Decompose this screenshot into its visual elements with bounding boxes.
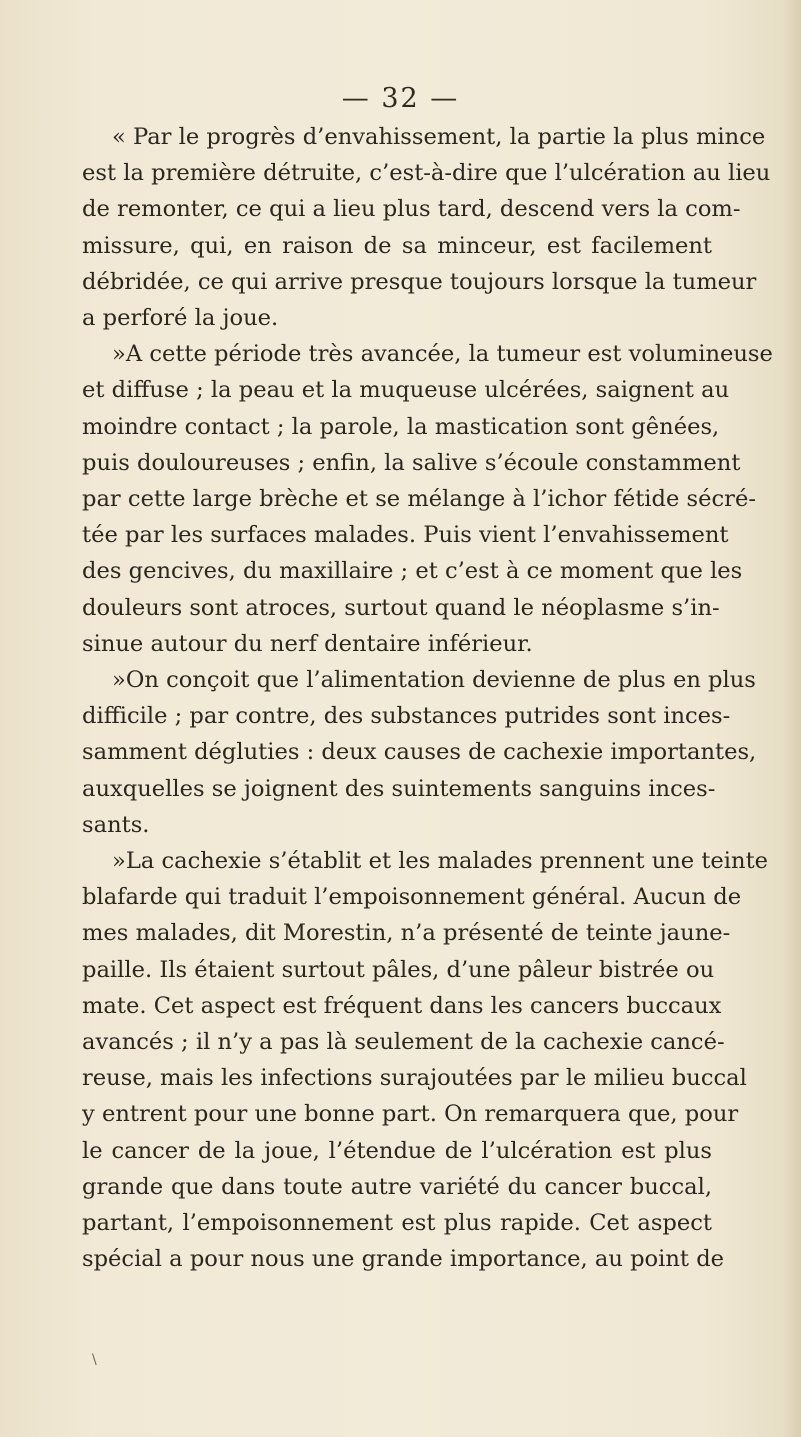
page-edge-shadow <box>783 0 801 1437</box>
text-line: paille. Ils étaient surtout pâles, d’une pâleur bistrée ou <box>82 956 715 983</box>
text-line: reuse, mais les infections surajoutées par le milieu buccal <box>82 1065 747 1092</box>
text-line: auxquelles se joignent des suintements sanguins inces- <box>82 775 716 802</box>
text-line: tée par les surfaces malades. Puis vient l’envahissement <box>82 522 729 549</box>
text-line: »La cachexie s’établit et les malades prennent une teinte <box>112 848 769 875</box>
text-line: mes malades, dit Morestin, n’a présenté de teinte jaune- <box>82 920 731 947</box>
body-text <box>82 119 773 1278</box>
text-line: avancés ; il n’y a pas là seulement de la cachexie cancé- <box>82 1029 725 1056</box>
text-line: a perforé la joue. <box>82 305 279 332</box>
paragraph-4 <box>82 843 769 1277</box>
text-line: blafarde qui traduit l’empoisonnement général. Aucun de <box>82 884 742 911</box>
text-line: mate. Cet aspect est fréquent dans les cancers buccaux <box>82 992 722 1019</box>
paragraph-3 <box>82 662 757 843</box>
paragraph-1 <box>82 119 771 336</box>
text-line: des gencives, du maxillaire ; et c’est à ce moment que les <box>82 558 743 585</box>
text-line: et diffuse ; la peau et la muqueuse ulcérées, saignent au <box>82 377 730 404</box>
page-number: — 32 — <box>341 83 460 114</box>
text-line: sinue autour du nerf dentaire inférieur. <box>82 630 533 657</box>
stray-ink-mark: \ <box>92 1352 97 1368</box>
text-line: samment dégluties : deux causes de cachexie importantes, <box>82 739 757 766</box>
text-line: « Par le progrès d’envahissement, la partie la plus mince <box>112 124 766 150</box>
text-line: partant, l’empoisonnement est plus rapide. Cet aspect <box>82 1210 712 1237</box>
text-line: douleurs sont atroces, surtout quand le néoplasme s’in- <box>82 594 720 621</box>
text-line: y entrent pour une bonne part. On remarquera que, pour <box>82 1101 739 1128</box>
text-line: »On conçoit que l’alimentation devienne de plus en plus <box>112 667 756 694</box>
text-line: sants. <box>82 811 150 838</box>
text-line: difficile ; par contre, des substances putrides sont inces- <box>82 703 731 730</box>
text-line: »A cette période très avancée, la tumeur est volumineuse <box>112 341 773 368</box>
text-line: puis douloureuses ; enfin, la salive s’écoule constamment <box>82 449 741 476</box>
text-line: par cette large brèche et se mélange à l’ichor fétide sécré- <box>82 486 756 513</box>
text-line: spécial a pour nous une grande importance, au point de <box>82 1246 725 1273</box>
text-line: est la première détruite, c’est-à-dire que l’ulcération au lieu <box>82 160 771 187</box>
paragraph-2 <box>82 336 773 662</box>
text-line: le cancer de la joue, l’étendue de l’ulcération est plus <box>82 1137 712 1164</box>
text-line: moindre contact ; la parole, la mastication sont gênées, <box>82 413 720 440</box>
text-line: de remonter, ce qui a lieu plus tard, descend vers la com- <box>82 196 741 223</box>
text-line: missure, qui, en raison de sa minceur, est facilement <box>82 232 712 259</box>
text-line: grande que dans toute autre variété du cancer buccal, <box>82 1173 712 1200</box>
text-line: débridée, ce qui arrive presque toujours lorsque la tumeur <box>82 268 757 295</box>
